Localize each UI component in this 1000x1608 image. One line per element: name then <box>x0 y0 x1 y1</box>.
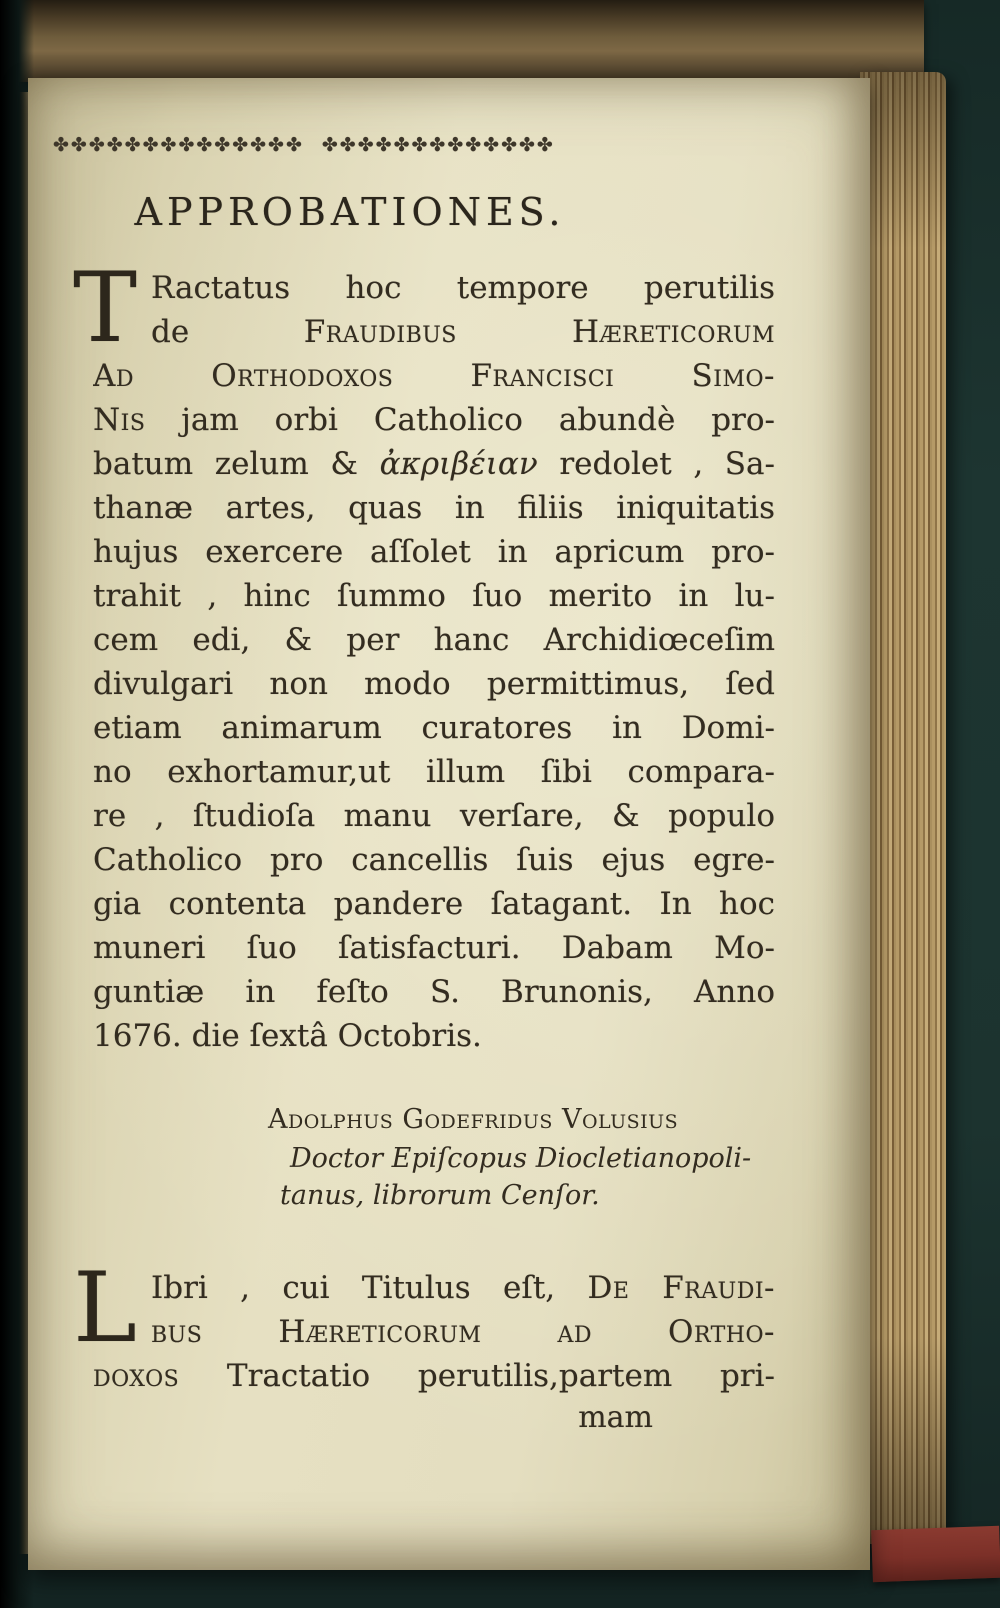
drop-cap-t: T <box>72 252 138 364</box>
approbation-paragraph <box>72 252 775 1058</box>
text-line: Catholico pro cancellis ſuis ejus egre- <box>93 842 775 878</box>
ornament-row <box>53 134 703 156</box>
signature-block <box>268 1100 768 1214</box>
text-line: thanæ artes, quas in filiis iniquitatis <box>93 490 775 526</box>
text-line: divulgari non modo permittimus, ſed <box>93 666 775 702</box>
second-approbation-paragraph <box>73 1252 775 1398</box>
text-line: doxos Tractatio perutilis,partem pri- <box>93 1358 775 1394</box>
drop-cap-l: L <box>73 1252 137 1364</box>
book-page <box>28 78 870 1570</box>
signature-title-line: Doctor Epiſcopus Diocletianopoli- <box>290 1143 752 1174</box>
text-line: Nis jam orbi Catholico abundè pro- <box>93 402 775 438</box>
catchword: mam <box>578 1400 653 1435</box>
text-line: Ad Orthodoxos Francisci Simo- <box>93 358 775 394</box>
text-line: re , ſtudioſa manu verſare, & populo <box>93 798 775 834</box>
book-cover-edge <box>871 1526 1000 1582</box>
fleuron-ornament-right: ✤✤✤✤✤✤✤✤✤✤✤✤✤ <box>321 134 555 156</box>
text-line: 1676. die ſextâ Octobris. <box>93 1018 482 1054</box>
signature-title-line: tanus, librorum Cenſor. <box>280 1180 600 1211</box>
text-line: guntiæ in feſto S. Brunonis, Anno <box>93 974 775 1010</box>
book-top-edge <box>16 0 924 82</box>
text-line: cem edi, & per hanc Archidiœceſim <box>93 622 775 658</box>
text-line: batum zelum & ἀκριβέιαν redolet , Sa- <box>93 446 775 482</box>
text-line: gia contenta pandere ſatagant. In hoc <box>93 886 775 922</box>
text-line: trahit , hinc ſummo ſuo merito in lu- <box>93 578 775 614</box>
page-heading: APPROBATIONES. <box>134 190 566 234</box>
text-line: Ibri , cui Titulus eſt, De Fraudi- <box>151 1270 775 1306</box>
text-line: etiam animarum curatores in Domi- <box>93 710 775 746</box>
fleuron-ornament-left: ✤✤✤✤✤✤✤✤✤✤✤✤✤✤ <box>53 134 304 156</box>
text-line: hujus exercere aſſolet in apricum pro- <box>93 534 775 570</box>
text-line: muneri ſuo ſatisfacturi. Dabam Mo- <box>93 930 775 966</box>
signature-name: Adolphus Godefridus Volusius <box>268 1104 679 1135</box>
text-line: de Fraudibus Hæreticorum <box>151 314 775 350</box>
text-line: Ractatus hoc tempore perutilis <box>151 270 775 306</box>
page-stack-edge <box>860 72 946 1544</box>
text-line: no exhortamur,ut illum ſibi compara- <box>93 754 775 790</box>
text-line: bus Hæreticorum ad Ortho- <box>151 1314 775 1350</box>
